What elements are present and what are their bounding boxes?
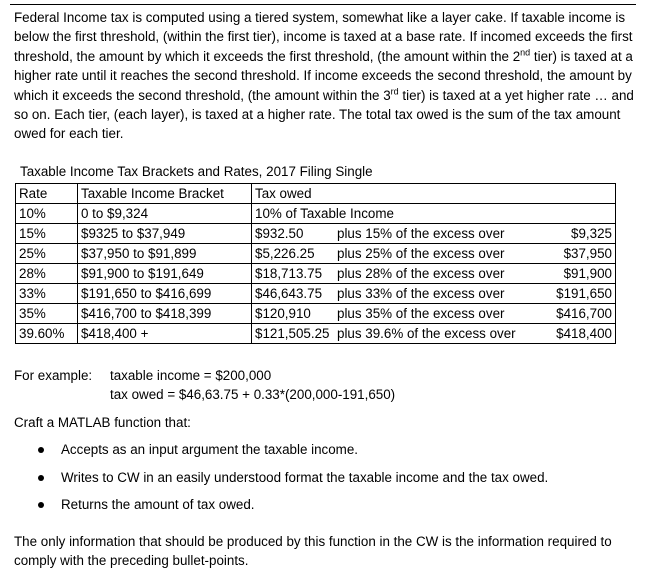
table-header-row xyxy=(16,184,616,204)
cell-tax-owed xyxy=(252,244,616,264)
intro-superscript-rd: rd xyxy=(390,86,399,97)
header-rate: Rate xyxy=(16,184,78,204)
tax-owed-content xyxy=(255,324,612,343)
cell-rate: 25% xyxy=(16,244,78,264)
task-bullet xyxy=(14,464,548,492)
tax-owed-excess-threshold: $191,650 xyxy=(556,286,612,301)
table-row xyxy=(16,224,616,244)
table-row xyxy=(16,284,616,304)
tax-owed-base: $121,505.25 xyxy=(255,326,330,341)
cell-bracket: $416,700 to $418,399 xyxy=(78,304,252,324)
example-line-2 xyxy=(14,385,395,404)
tax-owed-content xyxy=(255,304,612,323)
table-caption: Taxable Income Tax Brackets and Rates, 2017 Filing Single xyxy=(20,164,373,179)
tax-owed-base: $46,643.75 xyxy=(255,286,323,301)
cell-bracket: $9325 to $37,949 xyxy=(78,224,252,244)
table-row xyxy=(16,304,616,324)
intro-superscript-nd: nd xyxy=(520,47,531,58)
cell-tax-owed xyxy=(252,224,616,244)
tax-owed-content xyxy=(255,264,612,283)
tax-owed-base: 10% of Taxable Income xyxy=(255,206,394,221)
example-block xyxy=(14,366,395,405)
cell-tax-owed xyxy=(252,324,616,344)
table-row xyxy=(16,244,616,264)
task-bullet-text: Writes to CW in an easily understood format the taxable income and the tax owed. xyxy=(61,469,549,485)
tax-owed-excess-threshold: $37,950 xyxy=(563,246,612,261)
intro-paragraph xyxy=(14,8,634,144)
tax-owed-excess-threshold: $418,400 xyxy=(556,326,612,341)
cell-rate: 10% xyxy=(16,204,78,224)
cell-rate: 33% xyxy=(16,284,78,304)
cell-tax-owed xyxy=(252,264,616,284)
bullet-icon xyxy=(38,447,44,453)
tax-owed-plus-text: plus 25% of the excess over xyxy=(337,246,505,261)
intro-text-part-3: tier) is taxed at a yet higher rate … and so on. Each tier, (each layer), is taxed at a higher rate. The total tax owed is the sum of the tax amount owed for each tier. xyxy=(14,87,634,142)
tax-owed-content xyxy=(255,204,612,223)
tax-owed-excess-threshold: $91,900 xyxy=(563,266,612,281)
closing-paragraph: The only information that should be produced by this function in the CW is the information required to comply with the preceding bullet-points. xyxy=(14,534,612,569)
tax-owed-excess-threshold: $9,325 xyxy=(571,226,612,241)
tax-owed-plus-text: plus 33% of the excess over xyxy=(337,286,505,301)
cell-bracket: $37,950 to $91,899 xyxy=(78,244,252,264)
cell-tax-owed xyxy=(252,304,616,324)
intro-text-part-1: Federal Income tax is computed using a tiered system, somewhat like a layer cake. If taxable income is below the first threshold, (within the first tier), income is taxed at a base rate. If incomed exceeds the first threshold, the amount by which it exceeds the first threshold, (the amount within the 2 xyxy=(14,10,633,64)
task-bullet-list xyxy=(14,436,548,519)
example-label: For example: xyxy=(14,368,93,383)
cell-bracket: $418,400 + xyxy=(78,324,252,344)
example-line-1 xyxy=(14,366,395,385)
tax-owed-base: $120,910 xyxy=(255,306,311,321)
cell-bracket: $91,900 to $191,649 xyxy=(78,264,252,284)
bullet-icon xyxy=(38,475,44,481)
bullet-icon xyxy=(38,502,44,508)
tax-owed-plus-text: plus 28% of the excess over xyxy=(337,266,505,281)
cell-rate: 28% xyxy=(16,264,78,284)
example-taxable-income: taxable income = $200,000 xyxy=(110,368,272,383)
tax-owed-base: $932.50 xyxy=(255,226,304,241)
table-row xyxy=(16,324,616,344)
tax-owed-base: $5,226.25 xyxy=(255,246,315,261)
tax-owed-base: $18,713.75 xyxy=(255,266,323,281)
task-bullet-text: Returns the amount of tax owed. xyxy=(61,497,255,512)
header-tax-owed: Tax owed xyxy=(252,184,616,204)
cell-bracket: 0 to $9,324 xyxy=(78,204,252,224)
cell-tax-owed xyxy=(252,284,616,304)
cell-rate: 35% xyxy=(16,304,78,324)
top-divider xyxy=(10,4,636,5)
tax-owed-content xyxy=(255,224,612,243)
task-bullet-text: Accepts as an input argument the taxable income. xyxy=(61,442,359,457)
cell-bracket: $191,650 to $416,699 xyxy=(78,284,252,304)
tax-owed-plus-text: plus 15% of the excess over xyxy=(337,226,505,241)
task-bullet xyxy=(14,436,548,464)
tax-owed-content xyxy=(255,244,612,263)
tax-owed-plus-text: plus 39.6% of the excess over xyxy=(337,326,516,341)
task-heading: Craft a MATLAB function that: xyxy=(14,415,191,430)
cell-rate: 39.60% xyxy=(16,324,78,344)
example-tax-owed: tax owed = $46,63.75 + 0.33*(200,000-191,650) xyxy=(110,387,396,403)
tax-bracket-table xyxy=(15,183,616,344)
task-bullet xyxy=(14,491,548,519)
cell-tax-owed xyxy=(252,204,616,224)
tax-owed-content xyxy=(255,284,612,303)
header-bracket: Taxable Income Bracket xyxy=(78,184,252,204)
table-row xyxy=(16,204,616,224)
tax-owed-excess-threshold: $416,700 xyxy=(556,306,612,321)
cell-rate: 15% xyxy=(16,224,78,244)
intro-text-part-2: tier) is taxed at a higher rate until it reaches the second threshold. If income exceeds the second threshold, the amount by which it exceeds the second threshold, (the amount within the 3 xyxy=(14,48,633,103)
tax-owed-plus-text: plus 35% of the excess over xyxy=(337,306,505,321)
table-row xyxy=(16,264,616,284)
